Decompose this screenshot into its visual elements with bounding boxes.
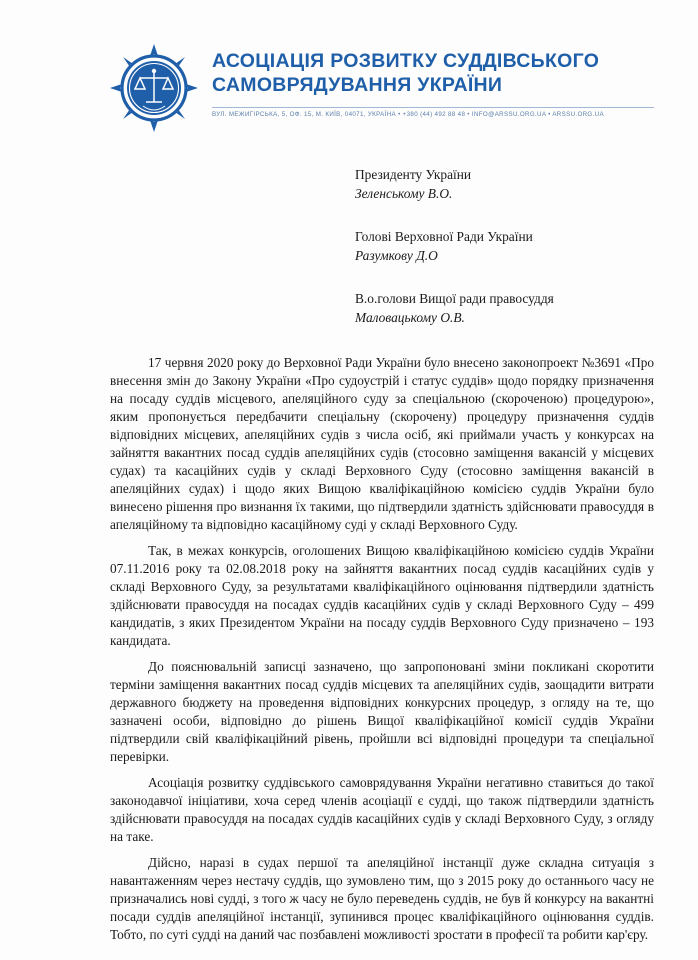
organization-name	[212, 50, 654, 98]
body-paragraph: Дійсно, наразі в судах першої та апеляційної інстанції дуже складна ситуація з навантаженням через нестачу суддів, що зумовлено тим, що з 2015 року до останнього часу не призначались нові судді, з того ж часу не було переведень суддів, не був й конкурсу на вакантні посади суддів апеляційної інстанції, зупинився процес кваліфікаційного оцінювання суддів. Тобто, по суті судді на даний час позбавлені можливості зростати в професії та робити кар'єру.	[110, 854, 654, 943]
judicial-emblem-icon	[110, 44, 198, 132]
addressee-title: Голові Верховної Ради України	[355, 228, 533, 244]
letterhead-divider	[212, 107, 654, 118]
letterhead	[0, 0, 698, 132]
addressee-name: Разумкову Д.О	[355, 247, 438, 263]
body-paragraph: Так, в межах конкурсів, оголошених Вищою кваліфікаційною комісією суддів України 07.11.2016 року та 02.08.2018 року на зайняття вакантних посад суддів касаційних судів у складі Верховного Суду, за результатами кваліфікаційного оцінювання підтвердили здатність здійснювати правосуддя на посадах суддів касаційних судів у складі Верховного Суду – 499 кандидатів, з яких Президентом України на посаду суддів Верховного Суду призначено – 193 кандидата.	[110, 542, 654, 648]
contact-info: ВУЛ. МЕЖИГІРСЬКА, 5, ОФ. 15, М. КИЇВ, 04071, УКРАЇНА • +380 (44) 492 88 48 • INFO@ARSSU.ORG.UA • ARSSU.ORG.UA	[212, 110, 604, 118]
addressee-name: Маловацькому О.В.	[355, 309, 465, 325]
addressee-1	[355, 166, 658, 204]
body-paragraph: 17 червня 2020 року до Верховної Ради України було внесено законопроект №3691 «Про внесення змін до Закону України «Про судоустрій і статус суддів» щодо порядку призначення на посаду суддів місцевого, апеляційного суду за спеціальною (скороченою) процедурою», яким пропонується передбачити спеціальну (скорочену) процедуру призначення суддів відповідних місцевих, апеляційних судів з числа осіб, які приймали участь у конкурсах на зайняття вакантних посад суддів апеляційних судів (стосовно заміщення вакансій у місцевих судах) та касаційних судів у складі Верховного Суду (стосовно заміщення вакансій в апеляційних судах) і щодо яких Вищою кваліфікаційною комісією суддів України було винесено рішення про визнання їх такими, що підтвердили здатність здійснювати правосуддя в апеляційному та відповідно касаційному суді у складі Верховного Суду.	[110, 354, 654, 532]
addressee-title: Президенту України	[355, 167, 472, 182]
addressee-2	[355, 228, 658, 266]
addressee-title: В.о.голови Вищої ради правосуддя	[355, 290, 554, 306]
body-paragraph: До пояснювальній записці зазначено, що запропоновані зміни покликані скоротити терміни заміщення вакантних посад суддів місцевих та апеляційних судів, заощадити витрати державного бюджету на проведення відповідних конкурсних процедур, з огляду на те, що зазначені особи, відповідно до рішень Вищої кваліфікаційної комісії суддів України підтвердили свій кваліфікаційний рівень, пройшли всі відповідні процедури та спеціальної перевірки.	[110, 658, 654, 764]
organization-name-line2: САМОВРЯДУВАННЯ УКРАЇНИ	[212, 73, 503, 96]
addressee-name: Зеленському В.О.	[355, 186, 453, 202]
letterhead-text	[212, 42, 654, 118]
body-paragraph: Асоціація розвитку суддівського самоврядування України негативно ставиться до такої законодавчої ініціативи, хоча серед членів асоціації є судді, що також підтвердили здатність здійснювати правосуддя на посадах суддів касаційних судів у складі Верховного Суду, з огляду на таке.	[110, 774, 654, 844]
document-body	[0, 354, 698, 944]
addressee-3	[355, 290, 658, 328]
addressee-block	[0, 166, 698, 328]
organization-name-line1: АСОЦІАЦІЯ РОЗВИТКУ СУДДІВСЬКОГО	[212, 50, 600, 72]
